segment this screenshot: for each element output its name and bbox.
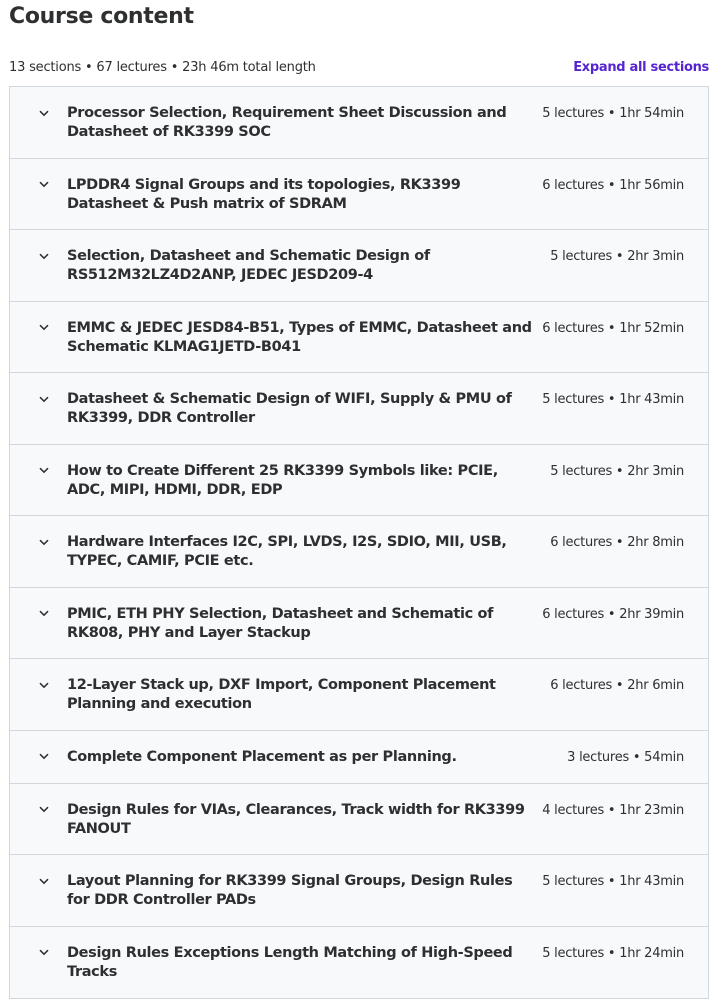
chevron-down-icon [38, 535, 50, 549]
section-title: Layout Planning for RK3399 Signal Groups, Design Rules for DDR Controller PADs [67, 873, 513, 908]
section-header[interactable] [10, 731, 708, 784]
section-header[interactable] [10, 659, 708, 731]
section-header[interactable] [10, 784, 708, 856]
course-summary-row [9, 58, 709, 76]
chevron-down-icon [38, 392, 50, 406]
chevron-down-icon [38, 249, 50, 263]
section-header[interactable] [10, 855, 708, 927]
section-header[interactable] [10, 927, 708, 999]
chevron-down-icon [38, 803, 50, 817]
section-meta: 5 lectures • 2hr 3min [550, 249, 684, 264]
section-meta: 6 lectures • 1hr 56min [542, 177, 684, 193]
section-title: 12-Layer Stack up, DXF Import, Component Placement Planning and execution [67, 677, 496, 712]
section-title: Design Rules Exceptions Length Matching of High-Speed Tracks [67, 944, 513, 980]
course-summary: 13 sections • 67 lectures • 23h 46m total length [9, 59, 316, 75]
section-meta: 5 lectures • 1hr 24min [542, 945, 684, 961]
section-title: Design Rules for VIAs, Clearances, Track width for RK3399 FANOUT [67, 801, 525, 837]
section-header[interactable] [10, 588, 708, 660]
chevron-down-icon [38, 946, 50, 960]
section-meta: 6 lectures • 2hr 39min [542, 606, 684, 622]
section-title: EMMC & JEDEC JESD84-B51, Types of EMMC, Datasheet and Schematic KLMAG1JETD-B041 [67, 319, 532, 355]
section-header[interactable] [10, 87, 708, 159]
section-title: Selection, Datasheet and Schematic Design of RS512M32LZ4D2ANP, JEDEC JESD209-4 [67, 248, 430, 283]
section-header[interactable] [10, 373, 708, 445]
section-meta: 6 lectures • 2hr 8min [550, 535, 684, 550]
chevron-down-icon [38, 106, 50, 120]
section-meta: 5 lectures • 1hr 43min [542, 392, 684, 407]
section-title: Hardware Interfaces I2C, SPI, LVDS, I2S, SDIO, MII, USB, TYPEC, CAMIF, PCIE etc. [67, 534, 507, 569]
sections-accordion [9, 86, 709, 999]
section-header[interactable] [10, 516, 708, 588]
section-header[interactable] [10, 230, 708, 302]
chevron-down-icon [38, 750, 50, 764]
chevron-down-icon [38, 607, 50, 621]
section-title: PMIC, ETH PHY Selection, Datasheet and Schematic of RK808, PHY and Layer Stackup [67, 605, 494, 641]
section-meta: 3 lectures • 54min [567, 749, 684, 765]
section-meta: 5 lectures • 2hr 3min [550, 463, 684, 479]
section-title: Complete Component Placement as per Planning. [67, 748, 457, 765]
section-title: LPDDR4 Signal Groups and its topologies, RK3399 Datasheet & Push matrix of SDRAM [67, 176, 461, 212]
section-header[interactable] [10, 302, 708, 374]
chevron-down-icon [38, 874, 50, 888]
section-title: Datasheet & Schematic Design of WIFI, Supply & PMU of RK3399, DDR Controller [67, 391, 512, 426]
section-meta: 6 lectures • 1hr 52min [542, 320, 684, 336]
section-meta: 4 lectures • 1hr 23min [542, 802, 684, 818]
page-title: Course content [9, 4, 194, 29]
chevron-down-icon [38, 178, 50, 192]
chevron-down-icon [38, 321, 50, 335]
expand-all-sections-button[interactable]: Expand all sections [573, 59, 709, 75]
section-meta: 6 lectures • 2hr 6min [550, 678, 684, 693]
chevron-down-icon [38, 464, 50, 478]
section-title: Processor Selection, Requirement Sheet Discussion and Datasheet of RK3399 SOC [67, 105, 507, 140]
section-meta: 5 lectures • 1hr 43min [542, 874, 684, 889]
section-header[interactable] [10, 159, 708, 231]
section-title: How to Create Different 25 RK3399 Symbols like: PCIE, ADC, MIPI, HDMI, DDR, EDP [67, 462, 498, 498]
section-meta: 5 lectures • 1hr 54min [542, 106, 684, 121]
section-header[interactable] [10, 445, 708, 517]
chevron-down-icon [38, 678, 50, 692]
